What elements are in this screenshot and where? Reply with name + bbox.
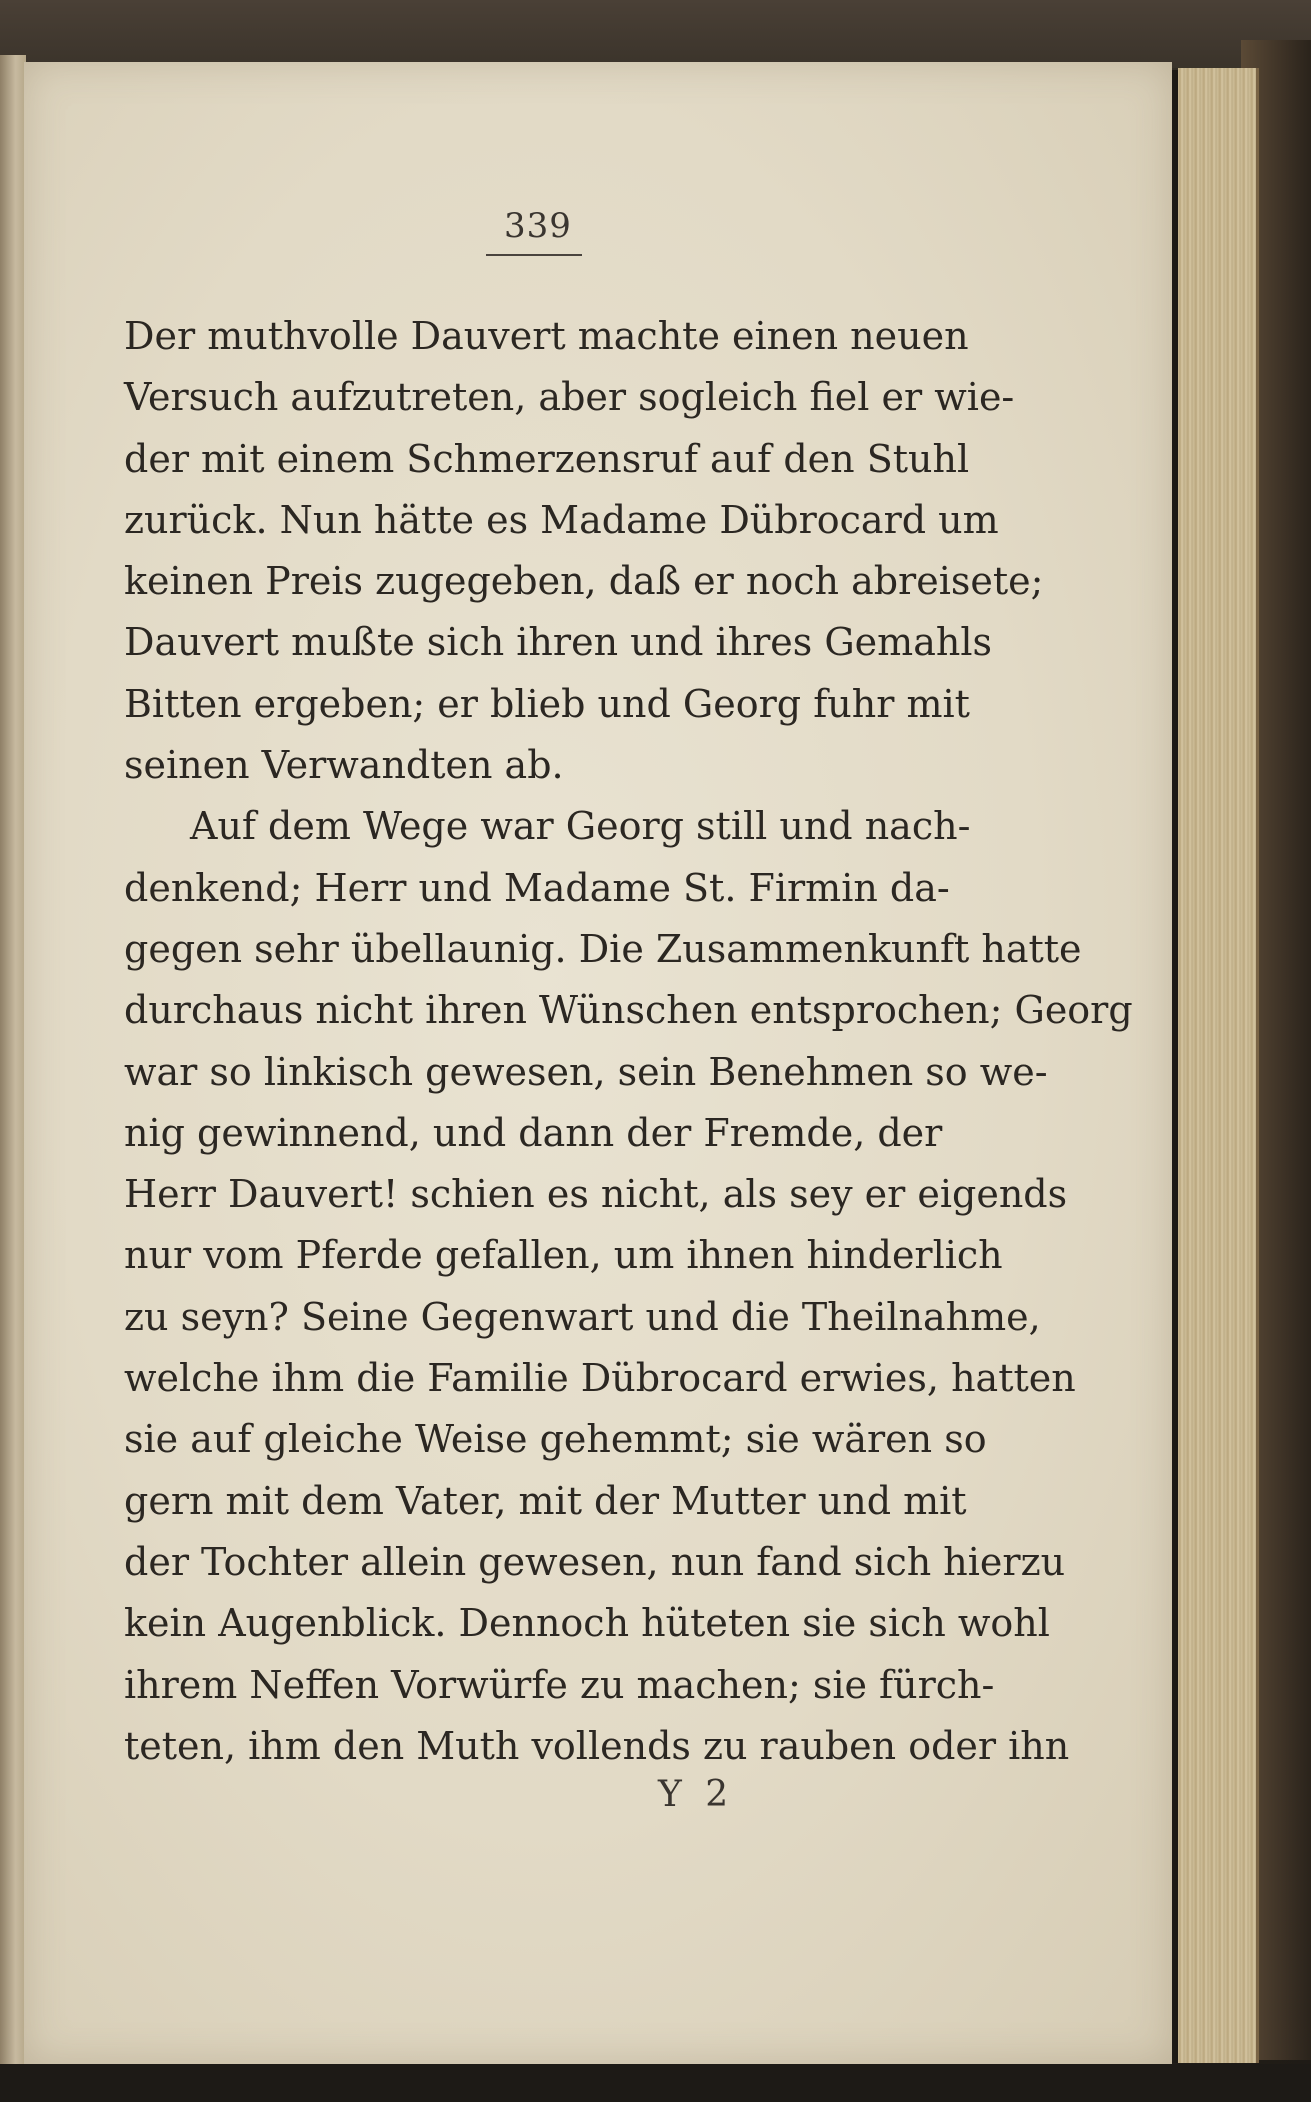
text-line: denkend; Herr und Madame St. Firmin da- [124, 865, 950, 910]
text-line: der Tochter allein gewesen, nun fand sich hierzu [124, 1539, 1066, 1584]
text-line: durchaus nicht ihren Wünschen entsprochen; Georg [124, 988, 1133, 1033]
text-line: nig gewinnend, und dann der Fremde, der [124, 1110, 943, 1155]
text-line: Auf dem Wege war Georg still und nach- [190, 804, 971, 849]
text-line: Dauvert mußte sich ihren und ihres Gemahls [124, 620, 992, 665]
page-number-rule [486, 254, 582, 256]
text-line: zurück. Nun hätte es Madame Dübrocard um [124, 497, 999, 542]
text-line: seinen Verwandten ab. [124, 743, 564, 788]
text-line: Der muthvolle Dauvert machte einen neuen [124, 314, 969, 358]
text-line: Versuch aufzutreten, aber sogleich fiel er wie- [124, 375, 1015, 420]
text-line: war so linkisch gewesen, sein Benehmen so we- [124, 1049, 1048, 1094]
text-line: Bitten ergeben; er blieb und Georg fuhr mit [124, 681, 970, 726]
text-line: welche ihm die Familie Dübrocard erwies, hatten [124, 1356, 1076, 1401]
facing-page-strip [0, 55, 26, 2065]
book-cover-top-edge [0, 0, 1311, 70]
bottom-cover-edge [0, 2064, 1311, 2102]
text-line: nur vom Pferde gefallen, um ihnen hinderlich [124, 1233, 1003, 1278]
text-line: gegen sehr übellaunig. Die Zusammenkunft hatte [124, 926, 1082, 971]
page-number: 339 [504, 206, 572, 246]
body-text [124, 306, 1133, 1777]
text-line: ihrem Neffen Vorwürfe zu machen; sie fürch- [124, 1662, 995, 1707]
text-line: teten, ihm den Muth vollends zu rauben oder ihn [124, 1723, 1070, 1768]
signature-mark: Y 2 [658, 1774, 735, 1815]
text-line: sie auf gleiche Weise gehemmt; sie wären so [124, 1417, 987, 1462]
page-edge-stack [1178, 68, 1259, 2063]
text-line: Herr Dauvert! schien es nicht, als sey er eigends [124, 1172, 1068, 1217]
text-line: der mit einem Schmerzensruf auf den Stuhl [124, 436, 970, 481]
text-line: keinen Preis zugegeben, daß er noch abreisete; [124, 559, 1044, 604]
text-line: zu seyn? Seine Gegenwart und die Theilnahme, [124, 1294, 1041, 1339]
text-line: gern mit dem Vater, mit der Mutter und mit [124, 1478, 967, 1523]
text-line: kein Augenblick. Dennoch hüteten sie sich wohl [124, 1601, 1050, 1646]
